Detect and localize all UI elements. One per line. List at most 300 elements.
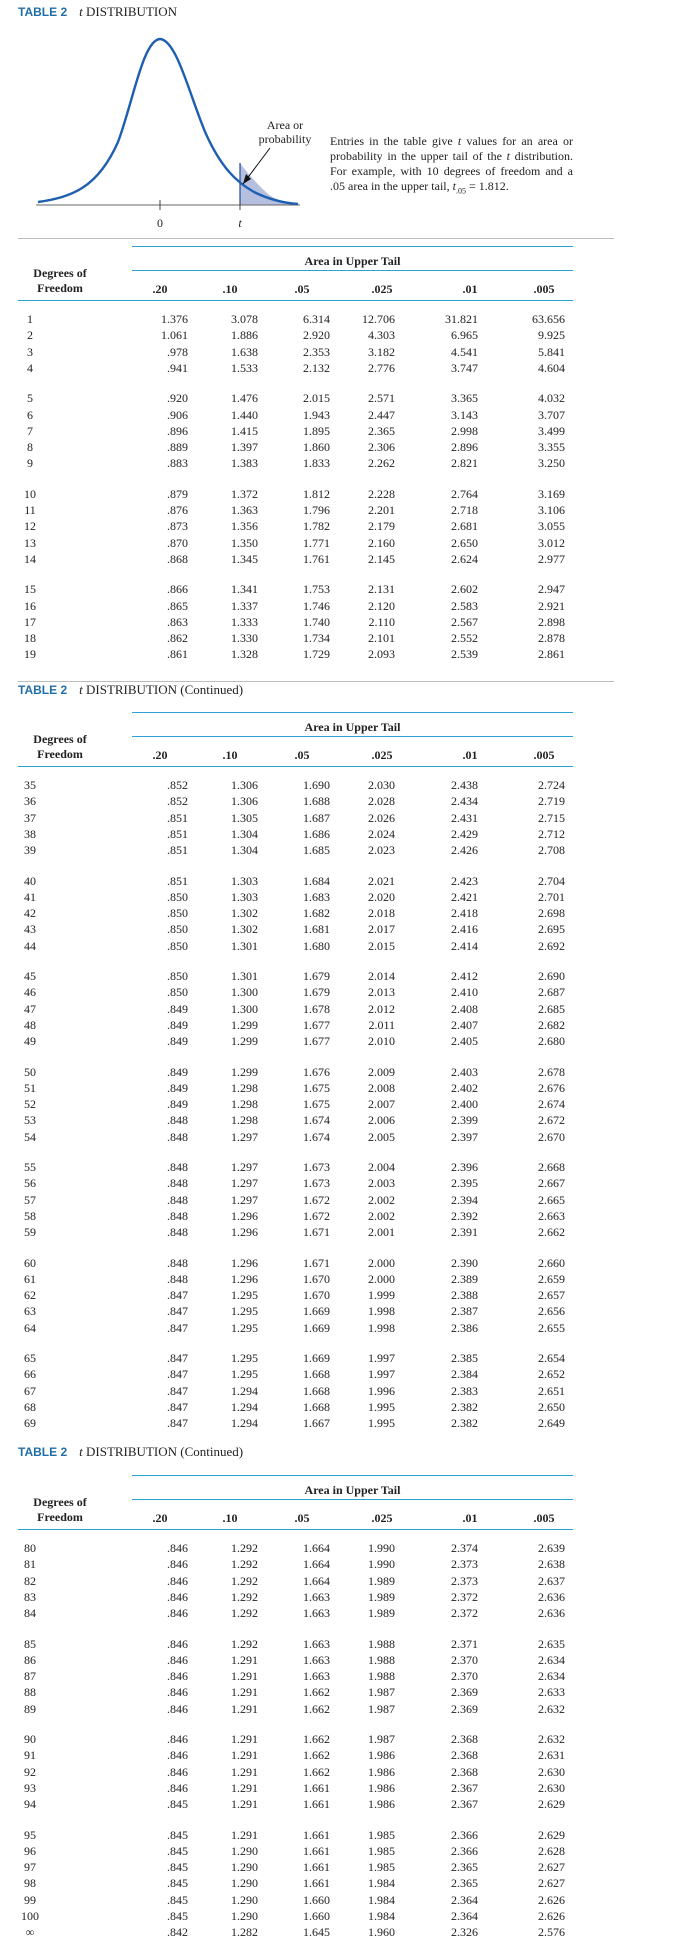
- value-cell: 1.298: [231, 1113, 258, 1127]
- df-cell: 46: [24, 985, 36, 999]
- value-cell: 1.376: [161, 312, 188, 326]
- value-cell: .845: [167, 1876, 188, 1890]
- table-row: [0, 1844, 676, 1858]
- table-row: [0, 1653, 676, 1667]
- value-cell: .851: [167, 843, 188, 857]
- value-cell: 2.650: [451, 536, 478, 550]
- value-cell: 2.365: [368, 424, 395, 438]
- value-cell: 1.677: [303, 1034, 330, 1048]
- df-cell: 61: [24, 1272, 36, 1286]
- value-cell: .847: [167, 1400, 188, 1414]
- df-cell: 92: [24, 1765, 36, 1779]
- value-cell: 1.294: [231, 1400, 258, 1414]
- value-cell: 1.987: [368, 1685, 395, 1699]
- table-row: [0, 890, 676, 904]
- value-cell: 1.686: [303, 827, 330, 841]
- table-row: [0, 1416, 676, 1430]
- value-cell: 1.282: [231, 1925, 258, 1939]
- table-row: [0, 456, 676, 470]
- value-cell: 2.368: [451, 1748, 478, 1762]
- value-cell: .978: [167, 345, 188, 359]
- value-cell: 1.291: [231, 1732, 258, 1746]
- value-cell: 2.654: [538, 1351, 565, 1365]
- value-cell: 1.761: [303, 552, 330, 566]
- table-row: [0, 345, 676, 359]
- value-cell: .846: [167, 1732, 188, 1746]
- value-cell: 1.668: [303, 1384, 330, 1398]
- value-cell: 2.421: [451, 890, 478, 904]
- df-cell: 54: [24, 1130, 36, 1144]
- value-cell: 2.429: [451, 827, 478, 841]
- value-cell: 1.661: [303, 1876, 330, 1890]
- table-row: [0, 1860, 676, 1874]
- value-cell: 2.687: [538, 985, 565, 999]
- value-cell: 2.367: [451, 1797, 478, 1811]
- df-cell: 83: [24, 1590, 36, 1604]
- value-cell: 1.989: [368, 1606, 395, 1620]
- value-cell: 1.290: [231, 1876, 258, 1890]
- value-cell: 2.776: [368, 361, 395, 375]
- value-cell: .851: [167, 811, 188, 825]
- df-cell: 47: [24, 1002, 36, 1016]
- value-cell: 1.990: [368, 1557, 395, 1571]
- table-row: [0, 1828, 676, 1842]
- df-cell: 90: [24, 1732, 36, 1746]
- value-cell: 2.374: [451, 1541, 478, 1555]
- df-cell: 98: [24, 1876, 36, 1890]
- df-cell: 58: [24, 1209, 36, 1223]
- value-cell: .849: [167, 1097, 188, 1111]
- df-cell: 12: [24, 519, 36, 533]
- value-cell: 2.631: [538, 1748, 565, 1762]
- table-row: [0, 1781, 676, 1795]
- value-cell: 1.681: [303, 922, 330, 936]
- value-cell: 2.681: [451, 519, 478, 533]
- df-cell: 36: [24, 794, 36, 808]
- value-cell: 1.298: [231, 1081, 258, 1095]
- value-cell: .845: [167, 1844, 188, 1858]
- value-cell: 2.014: [368, 969, 395, 983]
- value-cell: 1.746: [303, 599, 330, 613]
- value-cell: 2.365: [451, 1860, 478, 1874]
- table-row: [0, 408, 676, 422]
- t-symbol: t: [79, 4, 83, 19]
- header-rule-bottom: [18, 1529, 573, 1530]
- value-cell: 1.985: [368, 1828, 395, 1842]
- table-row: [0, 1193, 676, 1207]
- value-cell: 1.960: [368, 1925, 395, 1939]
- value-cell: 2.682: [538, 1018, 565, 1032]
- value-cell: 2.663: [538, 1209, 565, 1223]
- value-cell: 2.201: [368, 503, 395, 517]
- value-cell: 1.295: [231, 1288, 258, 1302]
- df-cell: 17: [24, 615, 36, 629]
- df-cell: 62: [24, 1288, 36, 1302]
- value-cell: 2.110: [368, 615, 395, 629]
- value-cell: 1.638: [231, 345, 258, 359]
- value-cell: .849: [167, 1065, 188, 1079]
- value-cell: 1.796: [303, 503, 330, 517]
- table-row: [0, 794, 676, 808]
- value-cell: .847: [167, 1321, 188, 1335]
- value-cell: 1.662: [303, 1732, 330, 1746]
- df-cell: 43: [24, 922, 36, 936]
- table-row: [0, 1321, 676, 1335]
- value-cell: 1.397: [231, 440, 258, 454]
- value-cell: 1.291: [231, 1781, 258, 1795]
- value-cell: 2.571: [368, 391, 395, 405]
- value-cell: 2.674: [538, 1097, 565, 1111]
- value-cell: 1.771: [303, 536, 330, 550]
- value-cell: .896: [167, 424, 188, 438]
- value-cell: 1.664: [303, 1557, 330, 1571]
- value-cell: 1.682: [303, 906, 330, 920]
- value-cell: 1.306: [231, 794, 258, 808]
- table-name: t DISTRIBUTION: [79, 4, 177, 19]
- df-cell: 48: [24, 1018, 36, 1032]
- value-cell: 1.833: [303, 456, 330, 470]
- df-cell: 65: [24, 1351, 36, 1365]
- table-row: [0, 906, 676, 920]
- df-cell: 59: [24, 1225, 36, 1239]
- value-cell: 2.093: [368, 647, 395, 661]
- value-cell: 1.663: [303, 1653, 330, 1667]
- value-cell: .847: [167, 1304, 188, 1318]
- value-cell: 1.729: [303, 647, 330, 661]
- df-cell: 63: [24, 1304, 36, 1318]
- value-cell: 2.131: [368, 582, 395, 596]
- area-upper-tail-heading: Area in Upper Tail: [304, 720, 401, 734]
- value-cell: 1.664: [303, 1574, 330, 1588]
- value-cell: 2.878: [538, 631, 565, 645]
- value-cell: 1.985: [368, 1844, 395, 1858]
- value-cell: 1.812: [303, 487, 330, 501]
- value-cell: 2.008: [368, 1081, 395, 1095]
- value-cell: 2.764: [451, 487, 478, 501]
- value-cell: 1.305: [231, 811, 258, 825]
- value-cell: 1.291: [231, 1653, 258, 1667]
- value-cell: 2.602: [451, 582, 478, 596]
- value-cell: .848: [167, 1160, 188, 1174]
- df-cell: 91: [24, 1748, 36, 1762]
- df-cell: 41: [24, 890, 36, 904]
- value-cell: 1.995: [368, 1400, 395, 1414]
- value-cell: 1.301: [231, 939, 258, 953]
- table-row: [0, 778, 676, 792]
- value-cell: 1.291: [231, 1748, 258, 1762]
- value-cell: 2.024: [368, 827, 395, 841]
- column-heading-005: .005: [533, 282, 555, 296]
- value-cell: 1.675: [303, 1081, 330, 1095]
- value-cell: .848: [167, 1209, 188, 1223]
- value-cell: 2.383: [451, 1384, 478, 1398]
- value-cell: 1.674: [303, 1130, 330, 1144]
- value-cell: .845: [167, 1797, 188, 1811]
- value-cell: .906: [167, 408, 188, 422]
- value-cell: 3.182: [368, 345, 395, 359]
- value-cell: 1.061: [161, 328, 188, 342]
- table-row: [0, 1909, 676, 1923]
- table-row: [0, 1272, 676, 1286]
- value-cell: 2.634: [538, 1653, 565, 1667]
- value-cell: .889: [167, 440, 188, 454]
- value-cell: 2.998: [451, 424, 478, 438]
- value-cell: 2.367: [451, 1781, 478, 1795]
- df-cell: 38: [24, 827, 36, 841]
- value-cell: 1.740: [303, 615, 330, 629]
- value-cell: 2.394: [451, 1193, 478, 1207]
- value-cell: .846: [167, 1781, 188, 1795]
- table-row: [0, 1702, 676, 1716]
- area-probability-label: Area or probability: [258, 118, 312, 146]
- value-cell: 2.632: [538, 1732, 565, 1746]
- header-rule-mid: [132, 736, 573, 737]
- value-cell: .846: [167, 1669, 188, 1683]
- value-cell: 2.353: [303, 345, 330, 359]
- value-cell: 1.886: [231, 328, 258, 342]
- df-cell: 15: [24, 582, 36, 596]
- value-cell: 2.628: [538, 1844, 565, 1858]
- value-cell: 2.636: [538, 1590, 565, 1604]
- value-cell: .847: [167, 1351, 188, 1365]
- value-cell: 1.337: [231, 599, 258, 613]
- value-cell: 1.292: [231, 1606, 258, 1620]
- value-cell: 2.369: [451, 1702, 478, 1716]
- value-cell: 3.169: [538, 487, 565, 501]
- value-cell: .846: [167, 1653, 188, 1667]
- value-cell: 2.660: [538, 1256, 565, 1270]
- value-cell: 2.637: [538, 1574, 565, 1588]
- df-cell: 68: [24, 1400, 36, 1414]
- header-rule-top: [132, 1475, 573, 1476]
- table-row: [0, 1081, 676, 1095]
- value-cell: 1.302: [231, 922, 258, 936]
- value-cell: 2.667: [538, 1176, 565, 1190]
- table-row: [0, 424, 676, 438]
- table-row: [0, 1113, 676, 1127]
- area-upper-tail-heading: Area in Upper Tail: [304, 254, 401, 268]
- value-cell: 2.651: [538, 1384, 565, 1398]
- value-cell: 2.652: [538, 1367, 565, 1381]
- value-cell: 2.656: [538, 1304, 565, 1318]
- value-cell: 2.431: [451, 811, 478, 825]
- value-cell: 1.676: [303, 1065, 330, 1079]
- value-cell: 2.668: [538, 1160, 565, 1174]
- df-cell: 57: [24, 1193, 36, 1207]
- value-cell: 2.372: [451, 1590, 478, 1604]
- value-cell: 1.295: [231, 1321, 258, 1335]
- column-heading-20: .20: [152, 1511, 168, 1525]
- value-cell: 2.017: [368, 922, 395, 936]
- value-cell: 1.989: [368, 1590, 395, 1604]
- header-rule-top: [132, 712, 573, 713]
- value-cell: 2.426: [451, 843, 478, 857]
- value-cell: 2.670: [538, 1130, 565, 1144]
- value-cell: 1.306: [231, 778, 258, 792]
- value-cell: 2.400: [451, 1097, 478, 1111]
- value-cell: 1.667: [303, 1416, 330, 1430]
- value-cell: .883: [167, 456, 188, 470]
- value-cell: 1.341: [231, 582, 258, 596]
- value-cell: 1.988: [368, 1669, 395, 1683]
- value-cell: 2.397: [451, 1130, 478, 1144]
- value-cell: 2.408: [451, 1002, 478, 1016]
- value-cell: .846: [167, 1685, 188, 1699]
- table-row: [0, 1097, 676, 1111]
- value-cell: 1.299: [231, 1065, 258, 1079]
- value-cell: 2.423: [451, 874, 478, 888]
- figure-divider: [18, 238, 614, 239]
- value-cell: .879: [167, 487, 188, 501]
- table-row: [0, 1304, 676, 1318]
- value-cell: 1.675: [303, 1097, 330, 1111]
- value-cell: 2.896: [451, 440, 478, 454]
- value-cell: .846: [167, 1574, 188, 1588]
- df-cell: 18: [24, 631, 36, 645]
- value-cell: 2.145: [368, 552, 395, 566]
- value-cell: 1.670: [303, 1288, 330, 1302]
- value-cell: 1.295: [231, 1304, 258, 1318]
- value-cell: 2.632: [538, 1702, 565, 1716]
- value-cell: 1.995: [368, 1416, 395, 1430]
- table-row: [0, 1225, 676, 1239]
- column-heading-025: .025: [371, 1511, 393, 1525]
- value-cell: 1.662: [303, 1748, 330, 1762]
- header-rule-top: [132, 246, 573, 247]
- table-row: [0, 1669, 676, 1683]
- value-cell: 2.373: [451, 1574, 478, 1588]
- table-row: [0, 1748, 676, 1762]
- value-cell: 2.382: [451, 1416, 478, 1430]
- value-cell: 2.676: [538, 1081, 565, 1095]
- df-cell: 8: [27, 440, 33, 454]
- value-cell: 1.687: [303, 811, 330, 825]
- value-cell: 1.989: [368, 1574, 395, 1588]
- value-cell: 2.015: [303, 391, 330, 405]
- value-cell: 1.987: [368, 1702, 395, 1716]
- value-cell: 2.680: [538, 1034, 565, 1048]
- value-cell: .865: [167, 599, 188, 613]
- value-cell: 1.734: [303, 631, 330, 645]
- value-cell: 3.012: [538, 536, 565, 550]
- table-row: [0, 1541, 676, 1555]
- value-cell: 4.303: [368, 328, 395, 342]
- value-cell: 2.627: [538, 1860, 565, 1874]
- value-cell: 2.366: [451, 1828, 478, 1842]
- table-row: [0, 1685, 676, 1699]
- df-cell: 89: [24, 1702, 36, 1716]
- value-cell: 2.708: [538, 843, 565, 857]
- df-cell: 49: [24, 1034, 36, 1048]
- value-cell: 2.412: [451, 969, 478, 983]
- value-cell: 2.627: [538, 1876, 565, 1890]
- value-cell: 1.661: [303, 1828, 330, 1842]
- table-row: [0, 1400, 676, 1414]
- df-cell: 45: [24, 969, 36, 983]
- table-row: [0, 1160, 676, 1174]
- df-cell: 80: [24, 1541, 36, 1555]
- value-cell: .845: [167, 1828, 188, 1842]
- df-cell: 86: [24, 1653, 36, 1667]
- value-cell: 1.672: [303, 1209, 330, 1223]
- value-cell: 3.106: [538, 503, 565, 517]
- df-cell: 14: [24, 552, 36, 566]
- value-cell: 2.665: [538, 1193, 565, 1207]
- value-cell: 1.679: [303, 969, 330, 983]
- table-row: [0, 1574, 676, 1588]
- value-cell: .846: [167, 1765, 188, 1779]
- value-cell: .868: [167, 552, 188, 566]
- value-cell: 1.669: [303, 1351, 330, 1365]
- value-cell: 1.333: [231, 615, 258, 629]
- value-cell: 2.629: [538, 1828, 565, 1842]
- value-cell: 2.624: [451, 552, 478, 566]
- value-cell: 2.386: [451, 1321, 478, 1335]
- df-cell: 51: [24, 1081, 36, 1095]
- value-cell: 2.399: [451, 1113, 478, 1127]
- continued-name: t DISTRIBUTION (Continued): [79, 1444, 244, 1459]
- table-row: [0, 312, 676, 326]
- df-cell: 88: [24, 1685, 36, 1699]
- value-cell: 31.821: [445, 312, 478, 326]
- value-cell: 2.678: [538, 1065, 565, 1079]
- value-cell: .848: [167, 1113, 188, 1127]
- df-cell: 82: [24, 1574, 36, 1588]
- value-cell: 2.364: [451, 1893, 478, 1907]
- value-cell: 2.698: [538, 906, 565, 920]
- df-cell: 94: [24, 1797, 36, 1811]
- column-heading-20: .20: [152, 282, 168, 296]
- table-row: [0, 843, 676, 857]
- value-cell: 1.674: [303, 1113, 330, 1127]
- value-cell: 2.030: [368, 778, 395, 792]
- value-cell: 2.010: [368, 1034, 395, 1048]
- value-cell: .847: [167, 1367, 188, 1381]
- table-row: [0, 1732, 676, 1746]
- value-cell: 2.695: [538, 922, 565, 936]
- value-cell: 2.262: [368, 456, 395, 470]
- value-cell: 2.372: [451, 1606, 478, 1620]
- value-cell: .848: [167, 1256, 188, 1270]
- value-cell: 1.984: [368, 1876, 395, 1890]
- value-cell: .849: [167, 1081, 188, 1095]
- value-cell: 1.669: [303, 1304, 330, 1318]
- value-cell: 1.291: [231, 1685, 258, 1699]
- value-cell: 1.300: [231, 985, 258, 999]
- value-cell: 2.861: [538, 647, 565, 661]
- value-cell: 2.629: [538, 1797, 565, 1811]
- value-cell: .876: [167, 503, 188, 517]
- value-cell: 1.683: [303, 890, 330, 904]
- value-cell: 1.291: [231, 1797, 258, 1811]
- df-cell: 52: [24, 1097, 36, 1111]
- value-cell: 1.440: [231, 408, 258, 422]
- value-cell: 1.663: [303, 1669, 330, 1683]
- value-cell: .846: [167, 1748, 188, 1762]
- column-heading-025: .025: [371, 748, 393, 762]
- df-cell: 97: [24, 1860, 36, 1874]
- value-cell: 2.692: [538, 939, 565, 953]
- value-cell: 2.002: [368, 1193, 395, 1207]
- value-cell: 1.988: [368, 1637, 395, 1651]
- value-cell: 2.369: [451, 1685, 478, 1699]
- value-cell: .866: [167, 582, 188, 596]
- value-cell: 2.228: [368, 487, 395, 501]
- df-cell: 35: [24, 778, 36, 792]
- table-row: [0, 1367, 676, 1381]
- value-cell: 2.416: [451, 922, 478, 936]
- value-cell: 3.078: [231, 312, 258, 326]
